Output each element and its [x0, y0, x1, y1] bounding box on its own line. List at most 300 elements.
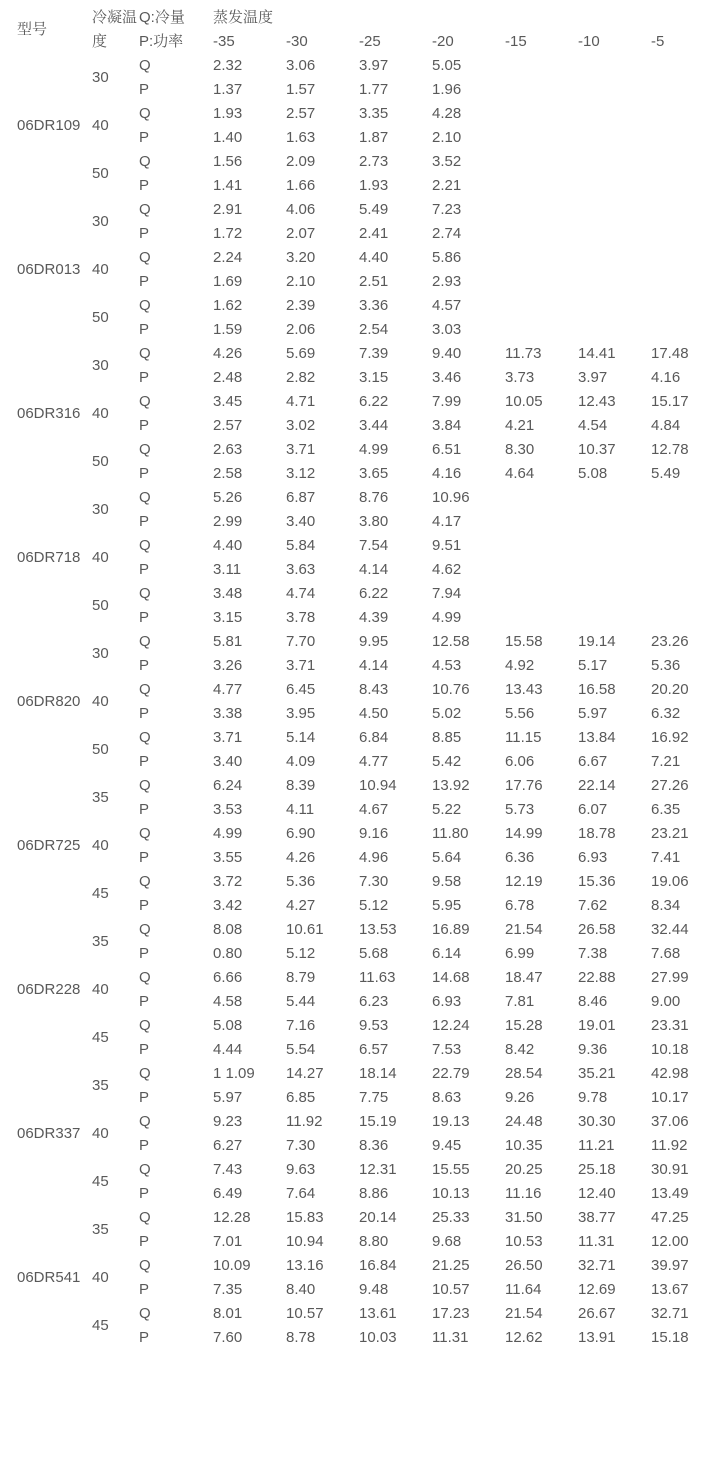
value-cell: 7.68: [651, 945, 681, 962]
qp-label-cell: Q: [139, 441, 151, 458]
table-row: [0, 102, 702, 126]
value-cell: 24.48: [505, 1113, 543, 1130]
value-cell: 22.79: [432, 1065, 470, 1082]
cond-temp-cell: 40: [92, 549, 109, 566]
cond-temp-cell: 45: [92, 1029, 109, 1046]
value-cell: [578, 606, 651, 630]
model-cell: 06DR541: [17, 1269, 81, 1286]
value-cell: 1.96: [432, 81, 462, 98]
value-cell: 6.67: [578, 753, 608, 770]
qp-label-cell: P: [139, 369, 150, 386]
value-cell: 4.09: [286, 753, 316, 770]
cond-temp-cell: 30: [92, 357, 109, 374]
value-cell: 11.73: [505, 345, 542, 362]
value-cell: 5.08: [578, 465, 608, 482]
value-cell: 7.01: [213, 1233, 243, 1250]
table-row: [0, 342, 702, 366]
qp-label-cell: Q: [139, 393, 151, 410]
value-cell: 20.25: [505, 1161, 543, 1178]
qp-label-cell: P: [139, 177, 150, 194]
model-cell: 06DR725: [17, 837, 81, 854]
value-cell: 5.14: [286, 729, 316, 746]
value-cell: 21.25: [432, 1257, 470, 1274]
value-cell: 8.78: [286, 1329, 316, 1346]
value-cell: 13.92: [432, 777, 470, 794]
value-cell: 8.39: [286, 777, 316, 794]
cond-temp-cell: 30: [92, 69, 109, 86]
value-cell: 3.53: [213, 801, 243, 818]
cond-temp-cell: 35: [92, 933, 109, 950]
value-cell: 35.21: [578, 1065, 616, 1082]
value-cell: 4.92: [505, 657, 535, 674]
value-cell: 10.03: [359, 1329, 397, 1346]
value-cell: 10.94: [359, 777, 397, 794]
value-cell: 23.26: [651, 633, 689, 650]
value-cell: 1.40: [213, 129, 243, 146]
value-cell: 3.97: [359, 57, 389, 74]
value-cell: 21.54: [505, 921, 543, 938]
cond-temp-cell: 30: [92, 645, 109, 662]
value-cell: 19.01: [578, 1017, 616, 1034]
value-cell: 26.58: [578, 921, 616, 938]
value-cell: 6.93: [432, 993, 462, 1010]
value-cell: 5.42: [432, 753, 462, 770]
value-cell: 1.63: [286, 129, 316, 146]
qp-label-cell: P: [139, 513, 150, 530]
value-cell: 9.40: [432, 345, 462, 362]
value-cell: 6.35: [651, 801, 681, 818]
value-cell: 9.48: [359, 1281, 389, 1298]
value-cell: 6.22: [359, 393, 389, 410]
value-cell: 10.13: [432, 1185, 470, 1202]
qp-label-cell: Q: [139, 729, 151, 746]
table-row: [0, 438, 702, 462]
table-row: [0, 582, 702, 606]
value-cell: 3.46: [432, 369, 462, 386]
value-cell: 1.37: [213, 81, 243, 98]
table-row: [0, 1158, 702, 1182]
value-cell: 4.84: [651, 417, 681, 434]
qp-label-cell: P: [139, 849, 150, 866]
value-cell: 4.40: [359, 249, 389, 266]
value-cell: 17.48: [651, 345, 689, 362]
qp-label-cell: P: [139, 801, 150, 818]
value-cell: 5.69: [286, 345, 316, 362]
header-evap-temp-value: -30: [286, 33, 308, 50]
value-cell: 2.41: [359, 225, 389, 242]
value-cell: 10.35: [505, 1137, 543, 1154]
model-cell: 06DR316: [17, 405, 81, 422]
value-cell: 16.89: [432, 921, 470, 938]
value-cell: 3.48: [213, 585, 243, 602]
value-cell: 16.92: [651, 729, 689, 746]
qp-label-cell: Q: [139, 1257, 151, 1274]
value-cell: 21.54: [505, 1305, 543, 1322]
value-cell: 7.62: [578, 897, 608, 914]
table-row: [0, 246, 702, 270]
value-cell: [505, 126, 578, 150]
value-cell: 10.17: [651, 1089, 689, 1106]
value-cell: 1.87: [359, 129, 389, 146]
value-cell: 6.36: [505, 849, 535, 866]
cond-temp-cell: 30: [92, 213, 109, 230]
qp-label-cell: Q: [139, 1305, 151, 1322]
value-cell: 32.71: [651, 1305, 689, 1322]
value-cell: 15.17: [651, 393, 689, 410]
qp-label-cell: Q: [139, 537, 151, 554]
model-cell: 06DR337: [17, 1125, 81, 1142]
value-cell: 12.19: [505, 873, 543, 890]
value-cell: 4.14: [359, 657, 389, 674]
value-cell: 1.72: [213, 225, 243, 242]
value-cell: 8.08: [213, 921, 243, 938]
table-row: [0, 726, 702, 750]
value-cell: 14.27: [286, 1065, 324, 1082]
model-cell: 06DR109: [17, 117, 81, 134]
value-cell: 20.14: [359, 1209, 397, 1226]
value-cell: 8.42: [505, 1041, 535, 1058]
value-cell: 7.39: [359, 345, 389, 362]
value-cell: 3.84: [432, 417, 462, 434]
value-cell: 7.43: [213, 1161, 243, 1178]
value-cell: 1.56: [213, 153, 243, 170]
value-cell: 5.12: [286, 945, 316, 962]
value-cell: 11.16: [505, 1185, 542, 1202]
qp-label-cell: Q: [139, 633, 151, 650]
model-cell: 06DR820: [17, 693, 81, 710]
value-cell: 12.28: [213, 1209, 251, 1226]
value-cell: 14.68: [432, 969, 470, 986]
value-cell: 8.43: [359, 681, 389, 698]
value-cell: 2.93: [432, 273, 462, 290]
cond-temp-cell: 40: [92, 117, 109, 134]
compressor-spec-table: [0, 6, 702, 1350]
value-cell: 3.55: [213, 849, 243, 866]
value-cell: 4.14: [359, 561, 389, 578]
table-row: [0, 54, 702, 78]
value-cell: 11.63: [359, 969, 396, 986]
value-cell: [651, 294, 702, 318]
value-cell: 8.80: [359, 1233, 389, 1250]
value-cell: 16.84: [359, 1257, 397, 1274]
value-cell: 3.71: [286, 657, 316, 674]
value-cell: 7.21: [651, 753, 681, 770]
value-cell: 9.36: [578, 1041, 608, 1058]
value-cell: 9.23: [213, 1113, 243, 1130]
value-cell: 3.95: [286, 705, 316, 722]
value-cell: 5.86: [432, 249, 462, 266]
value-cell: 14.99: [505, 825, 543, 842]
value-cell: 11.92: [286, 1113, 323, 1130]
value-cell: 2.06: [286, 321, 316, 338]
table-row: [0, 822, 702, 846]
table-row: [0, 870, 702, 894]
value-cell: 3.35: [359, 105, 389, 122]
value-cell: 17.76: [505, 777, 543, 794]
value-cell: [578, 486, 651, 510]
value-cell: 1.69: [213, 273, 243, 290]
value-cell: 4.99: [359, 441, 389, 458]
value-cell: [505, 174, 578, 198]
value-cell: 3.71: [286, 441, 316, 458]
value-cell: 5.05: [432, 57, 462, 74]
value-cell: 4.77: [213, 681, 243, 698]
qp-label-cell: P: [139, 81, 150, 98]
value-cell: 11.31: [578, 1233, 615, 1250]
table-row: [0, 1302, 702, 1326]
header-p-label: P:功率: [139, 33, 184, 50]
value-cell: 12.40: [578, 1185, 616, 1202]
value-cell: 7.23: [432, 201, 462, 218]
model-cell: 06DR718: [17, 549, 81, 566]
value-cell: 6.84: [359, 729, 389, 746]
cond-temp-cell: 50: [92, 165, 109, 182]
value-cell: 2.99: [213, 513, 243, 530]
value-cell: 7.16: [286, 1017, 316, 1034]
value-cell: [505, 270, 578, 294]
value-cell: [578, 150, 651, 174]
value-cell: 3.03: [432, 321, 462, 338]
value-cell: 11.21: [578, 1137, 615, 1154]
qp-label-cell: Q: [139, 777, 151, 794]
header-evap-temp-value: -10: [578, 33, 600, 50]
value-cell: 4.77: [359, 753, 389, 770]
value-cell: 11.31: [432, 1329, 469, 1346]
table-row: [0, 534, 702, 558]
qp-label-cell: Q: [139, 585, 151, 602]
value-cell: 2.48: [213, 369, 243, 386]
value-cell: 4.67: [359, 801, 389, 818]
value-cell: 8.79: [286, 969, 316, 986]
value-cell: 11.92: [651, 1137, 688, 1154]
value-cell: 6.27: [213, 1137, 243, 1154]
table-row: [0, 390, 702, 414]
value-cell: 8.30: [505, 441, 535, 458]
value-cell: 12.69: [578, 1281, 616, 1298]
value-cell: 15.36: [578, 873, 616, 890]
value-cell: [651, 246, 702, 270]
value-cell: 19.13: [432, 1113, 470, 1130]
value-cell: [578, 222, 651, 246]
value-cell: 2.57: [213, 417, 243, 434]
value-cell: 7.54: [359, 537, 389, 554]
value-cell: 2.63: [213, 441, 243, 458]
value-cell: [578, 558, 651, 582]
qp-label-cell: Q: [139, 873, 151, 890]
cond-temp-cell: 40: [92, 981, 109, 998]
value-cell: 3.12: [286, 465, 316, 482]
value-cell: [505, 102, 578, 126]
value-cell: 8.85: [432, 729, 462, 746]
value-cell: 4.99: [432, 609, 462, 626]
value-cell: 1.77: [359, 81, 389, 98]
value-cell: 3.40: [286, 513, 316, 530]
value-cell: 4.40: [213, 537, 243, 554]
header-row-bottom: [0, 30, 702, 54]
value-cell: 1.93: [213, 105, 243, 122]
cond-temp-cell: 40: [92, 261, 109, 278]
table-row: [0, 1062, 702, 1086]
value-cell: 6.85: [286, 1089, 316, 1106]
value-cell: [578, 102, 651, 126]
value-cell: 3.15: [213, 609, 243, 626]
qp-label-cell: Q: [139, 57, 151, 74]
value-cell: 2.10: [432, 129, 462, 146]
value-cell: 10.76: [432, 681, 470, 698]
qp-label-cell: P: [139, 705, 150, 722]
value-cell: 1.57: [286, 81, 316, 98]
value-cell: 18.47: [505, 969, 543, 986]
value-cell: 1.59: [213, 321, 243, 338]
value-cell: [651, 486, 702, 510]
qp-label-cell: P: [139, 465, 150, 482]
table-row: [0, 774, 702, 798]
value-cell: 6.51: [432, 441, 462, 458]
value-cell: 7.99: [432, 393, 462, 410]
value-cell: 4.39: [359, 609, 389, 626]
header-evap-temp: 蒸发温度: [213, 9, 274, 26]
value-cell: 15.55: [432, 1161, 470, 1178]
value-cell: [578, 174, 651, 198]
qp-label-cell: P: [139, 321, 150, 338]
value-cell: 13.16: [286, 1257, 324, 1274]
value-cell: 6.57: [359, 1041, 389, 1058]
value-cell: 5.17: [578, 657, 608, 674]
value-cell: 9.78: [578, 1089, 608, 1106]
value-cell: 12.43: [578, 393, 616, 410]
qp-label-cell: Q: [139, 1065, 151, 1082]
value-cell: 3.02: [286, 417, 316, 434]
header-model: 型号: [17, 21, 48, 38]
value-cell: 6.78: [505, 897, 535, 914]
value-cell: 2.54: [359, 321, 389, 338]
value-cell: 30.91: [651, 1161, 689, 1178]
value-cell: 7.70: [286, 633, 316, 650]
value-cell: 12.00: [651, 1233, 689, 1250]
value-cell: [578, 294, 651, 318]
value-cell: 2.74: [432, 225, 462, 242]
value-cell: 4.62: [432, 561, 462, 578]
value-cell: 3.63: [286, 561, 316, 578]
cond-temp-cell: 30: [92, 501, 109, 518]
value-cell: 1.66: [286, 177, 316, 194]
value-cell: 22.14: [578, 777, 616, 794]
value-cell: 12.78: [651, 441, 689, 458]
model-cell: 06DR013: [17, 261, 81, 278]
value-cell: 12.58: [432, 633, 470, 650]
value-cell: [651, 174, 702, 198]
value-cell: 15.83: [286, 1209, 324, 1226]
value-cell: 13.61: [359, 1305, 397, 1322]
value-cell: 19.06: [651, 873, 689, 890]
table-row: [0, 486, 702, 510]
value-cell: 13.49: [651, 1185, 689, 1202]
value-cell: 11.80: [432, 825, 469, 842]
value-cell: 2.82: [286, 369, 316, 386]
header-row-top: [0, 6, 702, 30]
table-row: [0, 1206, 702, 1230]
qp-label-cell: P: [139, 1185, 150, 1202]
qp-label-cell: P: [139, 897, 150, 914]
qp-label-cell: Q: [139, 681, 151, 698]
value-cell: 1.93: [359, 177, 389, 194]
value-cell: 3.11: [213, 561, 242, 578]
value-cell: 5.22: [432, 801, 462, 818]
qp-label-cell: Q: [139, 969, 151, 986]
table-row: [0, 1254, 702, 1278]
value-cell: 6.24: [213, 777, 243, 794]
value-cell: 4.96: [359, 849, 389, 866]
qp-label-cell: P: [139, 561, 150, 578]
value-cell: 9.53: [359, 1017, 389, 1034]
qp-label-cell: P: [139, 945, 150, 962]
model-cell: 06DR228: [17, 981, 81, 998]
value-cell: 8.86: [359, 1185, 389, 1202]
value-cell: 6.32: [651, 705, 681, 722]
value-cell: [651, 510, 702, 534]
value-cell: 6.23: [359, 993, 389, 1010]
value-cell: 17.23: [432, 1305, 470, 1322]
cond-temp-cell: 40: [92, 693, 109, 710]
value-cell: 5.12: [359, 897, 389, 914]
qp-label-cell: Q: [139, 201, 151, 218]
value-cell: [578, 246, 651, 270]
value-cell: 15.58: [505, 633, 543, 650]
qp-label-cell: P: [139, 225, 150, 242]
value-cell: 9.45: [432, 1137, 462, 1154]
cond-temp-cell: 45: [92, 1317, 109, 1334]
value-cell: 5.97: [578, 705, 608, 722]
value-cell: 5.44: [286, 993, 316, 1010]
cond-temp-cell: 40: [92, 1125, 109, 1142]
value-cell: 5.97: [213, 1089, 243, 1106]
qp-label-cell: Q: [139, 345, 151, 362]
value-cell: 10.57: [286, 1305, 324, 1322]
value-cell: 13.84: [578, 729, 616, 746]
value-cell: [651, 78, 702, 102]
value-cell: 8.36: [359, 1137, 389, 1154]
value-cell: 9.16: [359, 825, 389, 842]
value-cell: 5.26: [213, 489, 243, 506]
value-cell: 5.54: [286, 1041, 316, 1058]
qp-label-cell: Q: [139, 1017, 151, 1034]
value-cell: 4.11: [286, 801, 315, 818]
value-cell: 6.93: [578, 849, 608, 866]
value-cell: 10.09: [213, 1257, 251, 1274]
qp-label-cell: P: [139, 129, 150, 146]
cond-temp-cell: 50: [92, 597, 109, 614]
value-cell: 8.40: [286, 1281, 316, 1298]
value-cell: 1.62: [213, 297, 243, 314]
qp-label-cell: P: [139, 1329, 150, 1346]
header-evap-temp-value: -15: [505, 33, 527, 50]
value-cell: 5.08: [213, 1017, 243, 1034]
value-cell: [578, 318, 651, 342]
value-cell: [578, 78, 651, 102]
value-cell: 4.06: [286, 201, 316, 218]
value-cell: 47.25: [651, 1209, 689, 1226]
cond-temp-cell: 45: [92, 1173, 109, 1190]
value-cell: [505, 222, 578, 246]
value-cell: 4.26: [213, 345, 243, 362]
value-cell: 2.24: [213, 249, 243, 266]
value-cell: 2.10: [286, 273, 316, 290]
value-cell: 11.64: [505, 1281, 542, 1298]
value-cell: 9.95: [359, 633, 389, 650]
value-cell: 9.26: [505, 1089, 535, 1106]
header-cond-temp-line1: 冷凝温: [92, 9, 138, 26]
value-cell: 18.14: [359, 1065, 397, 1082]
